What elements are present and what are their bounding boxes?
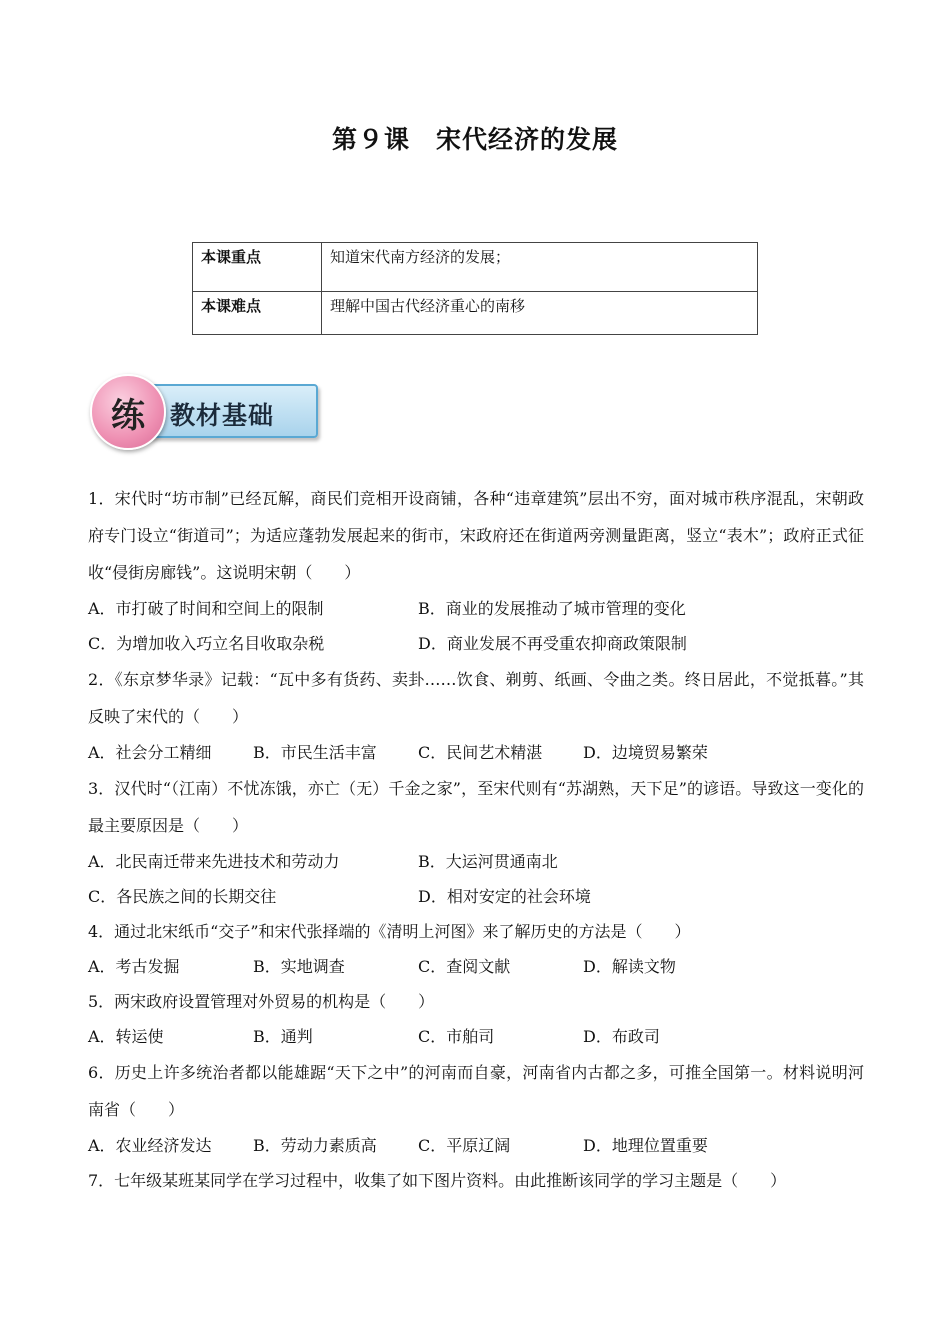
difficulty-row: [193, 292, 758, 335]
question-stem: 6．历史上许多统治者都以能雄踞“天下之中”的河南而自豪，河南省内古都之多，可推全国第一。材料说明河南省（ ）: [88, 1063, 864, 1119]
question-stem: 5．两宋政府设置管理对外贸易的机构是（ ）: [88, 992, 435, 1011]
difficulty-text: 理解中国古代经济重心的南移: [322, 292, 758, 335]
practice-badge-icon: 练: [90, 374, 166, 450]
option-b: B．市民生活丰富: [253, 743, 377, 762]
option-c: C．为增加收入巧立名目收取杂税: [88, 634, 325, 653]
option-a: A．北民南迁带来先进技术和劳动力: [88, 852, 340, 871]
option-c: C．市舶司: [418, 1027, 495, 1046]
option-d: D．相对安定的社会环境: [418, 887, 591, 906]
option-d: D．解读文物: [583, 957, 676, 976]
question-6: [88, 1054, 864, 1163]
key-points-table: [192, 242, 758, 335]
option-row: [88, 591, 864, 626]
option-a: A．农业经济发达: [88, 1136, 212, 1155]
question-7: [88, 1163, 864, 1198]
option-c: C．查阅文献: [418, 957, 511, 976]
option-a: A．考古发掘: [88, 957, 180, 976]
difficulty-label: 本课难点: [193, 292, 322, 335]
key-point-text: 知道宋代南方经济的发展；: [322, 243, 758, 292]
question-stem: 1．宋代时“坊市制”已经瓦解，商民们竞相开设商铺，各种“违章建筑”层出不穷，面对城市秩序混乱，宋朝政府专门设立“街道司”；为适应蓬勃发展起来的街市，宋政府还在街道两旁测量距离，竖立“表木”；政府正式征收“侵街房廊钱”。这说明宋朝（ ）: [88, 489, 864, 582]
option-d: D．商业发展不再受重农抑商政策限制: [418, 634, 687, 653]
question-list: [88, 480, 864, 1198]
option-b: B．大运河贯通南北: [418, 852, 558, 871]
key-point-row: [193, 243, 758, 292]
option-b: B．商业的发展推动了城市管理的变化: [418, 599, 686, 618]
question-3: [88, 770, 864, 914]
option-row: [88, 844, 864, 879]
section-title: 教材基础: [170, 401, 275, 430]
question-stem: 3．汉代时“（江南）不忧冻饿，亦亡（无）千金之家”，至宋代则有“苏湖熟，天下足”的谚语。导致这一变化的最主要原因是（ ）: [88, 779, 864, 835]
option-c: C．各民族之间的长期交往: [88, 887, 277, 906]
question-2: [88, 661, 864, 770]
option-row: [88, 1019, 864, 1054]
question-1: [88, 480, 864, 661]
question-4: [88, 914, 864, 984]
option-row: [88, 626, 864, 661]
option-a: A．转运使: [88, 1027, 164, 1046]
option-b: B．实地调查: [253, 957, 345, 976]
option-row: [88, 949, 864, 984]
page-title: 第９课 宋代经济的发展: [331, 125, 618, 154]
option-row: [88, 735, 864, 770]
option-row: [88, 1128, 864, 1163]
question-5: [88, 984, 864, 1054]
option-d: D．布政司: [583, 1027, 660, 1046]
option-b: B．通判: [253, 1027, 313, 1046]
option-d: D．地理位置重要: [583, 1136, 708, 1155]
option-d: D．边境贸易繁荣: [583, 743, 708, 762]
option-c: C．民间艺术精湛: [418, 743, 543, 762]
option-a: A．市打破了时间和空间上的限制: [88, 599, 324, 618]
option-b: B．劳动力素质高: [253, 1136, 377, 1155]
option-a: A．社会分工精细: [88, 743, 212, 762]
option-row: [88, 879, 864, 914]
question-stem: 2．《东京梦华录》记载：“瓦中多有货药、卖卦……饮食、剃剪、纸画、令曲之类。终日居此，不觉抵暮。”其反映了宋代的（ ）: [88, 670, 864, 726]
question-stem: 7．七年级某班某同学在学习过程中，收集了如下图片资料。由此推断该同学的学习主题是（ ）: [88, 1171, 787, 1190]
key-point-label: 本课重点: [193, 243, 322, 292]
option-c: C．平原辽阔: [418, 1136, 511, 1155]
question-stem: 4．通过北宋纸币“交子”和宋代张择端的《清明上河图》来了解历史的方法是（ ）: [88, 922, 691, 941]
section-banner: [88, 374, 318, 446]
